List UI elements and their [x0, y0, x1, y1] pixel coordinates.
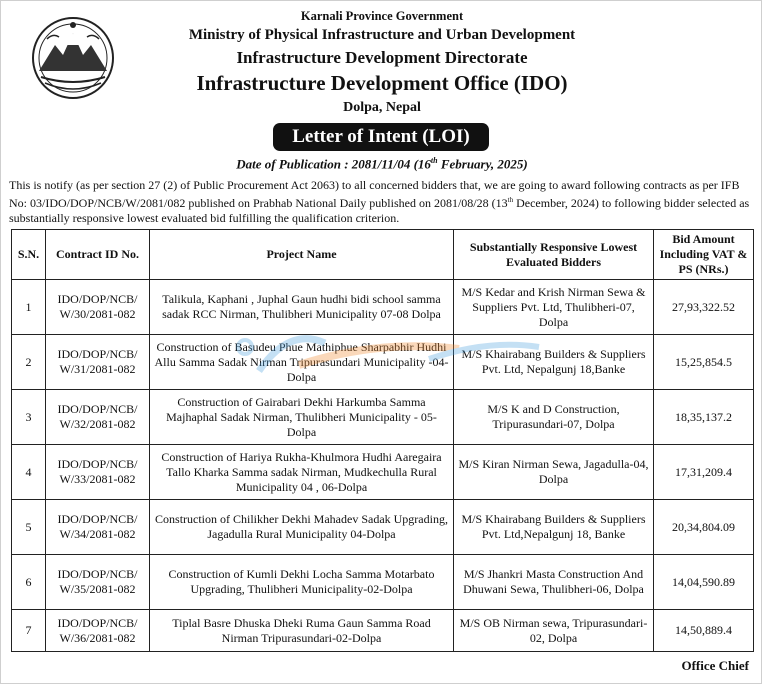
- table-header-row: [12, 230, 754, 280]
- cell-contract-id: IDO/DOP/NCB/ W/36/2081-082: [46, 610, 150, 652]
- table-row: [12, 610, 754, 652]
- cell-sn: 7: [12, 610, 46, 652]
- cell-project-name: Construction of Gairabari Dekhi Harkumba Samma Majhaphal Sadak Nirman, Thulibheri Municipality - 05-Dolpa: [150, 390, 454, 445]
- table-row: [12, 335, 754, 390]
- cell-sn: 3: [12, 390, 46, 445]
- cell-project-name: Talikula, Kaphani , Juphal Gaun hudhi bidi school samma sadak RCC Nirman, Thulibheri Municipality 07-08 Dolpa: [150, 280, 454, 335]
- cell-project-name: Construction of Basudeu Phue Mathiphue Sharpabhir Hudhi Allu Samma Sadak Nirman Tripurasundari Municipality -04-Dolpa: [150, 335, 454, 390]
- cell-project-name: Construction of Kumli Dekhi Locha Samma Motarbato Upgrading, Thulibheri Municipality-02-Dolpa: [150, 555, 454, 610]
- cell-amount: 18,35,137.2: [654, 390, 754, 445]
- cell-amount: 27,93,322.52: [654, 280, 754, 335]
- table-row: [12, 280, 754, 335]
- cell-sn: 5: [12, 500, 46, 555]
- cell-contract-id: IDO/DOP/NCB/ W/34/2081-082: [46, 500, 150, 555]
- cell-sn: 4: [12, 445, 46, 500]
- header-bid-amount: Bid Amount Including VAT & PS (NRs.): [654, 230, 754, 280]
- cell-contract-id: IDO/DOP/NCB/ W/31/2081-082: [46, 335, 150, 390]
- cell-project-name: Construction of Hariya Rukha-Khulmora Hudhi Aaregaira Tallo Kharka Samma sadak Nirman, Mudkechulla Rural Municipality 04 , 06-Dolpa: [150, 445, 454, 500]
- cell-amount: 14,50,889.4: [654, 610, 754, 652]
- table-row: [12, 555, 754, 610]
- table-row: [12, 500, 754, 555]
- cell-sn: 2: [12, 335, 46, 390]
- cell-amount: 14,04,590.89: [654, 555, 754, 610]
- publication-date: Date of Publication : 2081/11/04 (16th February, 2025): [236, 156, 528, 172]
- cell-amount: 20,34,804.09: [654, 500, 754, 555]
- office-name: Infrastructure Development Office (IDO): [196, 71, 568, 95]
- directorate-name: Infrastructure Development Directorate: [236, 48, 528, 67]
- cell-contract-id: IDO/DOP/NCB/ W/32/2081-082: [46, 390, 150, 445]
- header-sn: S.N.: [12, 230, 46, 280]
- table-row: [12, 445, 754, 500]
- intro-paragraph: This is notify (as per section 27 (2) of Public Procurement Act 2063) to all concerned bidders that, we are going to award following contracts as per IFB No: 03/IDO/DOP/NCB/W/2081/082 published on Prabhab National Daily published on 2081/08/28 (13th December, 2024) to following bidder selected as substantially responsive lowest evaluated bid fulfilling the qualification criterion.: [9, 178, 750, 225]
- table-row: [12, 390, 754, 445]
- cell-bidder: M/S Kedar and Krish Nirman Sewa & Suppliers Pvt. Ltd, Thulibheri-07, Dolpa: [454, 280, 654, 335]
- header-project-name: Project Name: [150, 230, 454, 280]
- government-name: Karnali Province Government: [300, 9, 464, 23]
- header-contract-id: Contract ID No.: [46, 230, 150, 280]
- cell-bidder: M/S Jhankri Masta Construction And Dhuwani Sewa, Thulibheri-06, Dolpa: [454, 555, 654, 610]
- header-bidders: Substantially Responsive Lowest Evaluated Bidders: [454, 230, 654, 280]
- cell-amount: 15,25,854.5: [654, 335, 754, 390]
- cell-bidder: M/S Khairabang Builders & Suppliers Pvt. Ltd, Nepalgunj 18,Banke: [454, 335, 654, 390]
- cell-bidder: M/S K and D Construction, Tripurasundari-07, Dolpa: [454, 390, 654, 445]
- cell-project-name: Construction of Chilikher Dekhi Mahadev Sadak Upgrading, Jagadulla Rural Municipality 04-Dolpa: [150, 500, 454, 555]
- cell-bidder: M/S OB Nirman sewa, Tripurasundari-02, Dolpa: [454, 610, 654, 652]
- cell-bidder: M/S Kiran Nirman Sewa, Jagadulla-04, Dolpa: [454, 445, 654, 500]
- cell-contract-id: IDO/DOP/NCB/ W/30/2081-082: [46, 280, 150, 335]
- cell-bidder: M/S Khairabang Builders & Suppliers Pvt. Ltd,Nepalgunj 18, Banke: [454, 500, 654, 555]
- office-location: Dolpa, Nepal: [343, 100, 421, 115]
- office-chief-signatory: Office Chief: [681, 658, 749, 673]
- cell-sn: 1: [12, 280, 46, 335]
- cell-amount: 17,31,209.4: [654, 445, 754, 500]
- cell-contract-id: IDO/DOP/NCB/ W/35/2081-082: [46, 555, 150, 610]
- cell-contract-id: IDO/DOP/NCB/ W/33/2081-082: [46, 445, 150, 500]
- ministry-name: Ministry of Physical Infrastructure and Urban Development: [188, 27, 576, 43]
- cell-project-name: Tiplal Basre Dhuska Dheki Ruma Gaun Samma Road Nirman Tripurasundari-02-Dolpa: [150, 610, 454, 652]
- award-table: [11, 229, 754, 652]
- cell-sn: 6: [12, 555, 46, 610]
- loi-title-banner: Letter of Intent (LOI): [273, 123, 489, 151]
